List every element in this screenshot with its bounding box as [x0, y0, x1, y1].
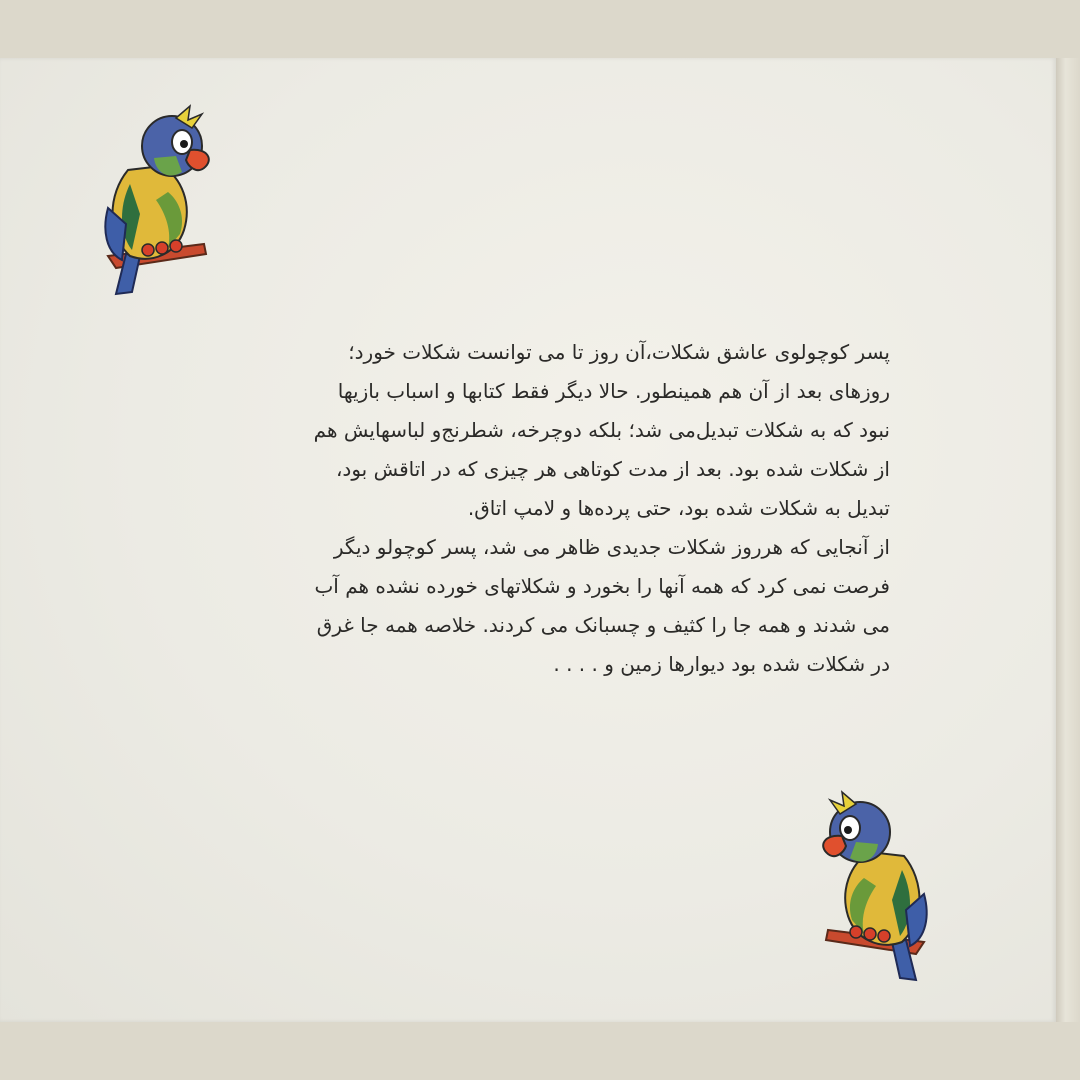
story-line: پسر کوچولوی عاشق شکلات،آن روز تا می توانست شکلات خورد؛ [348, 340, 890, 364]
story-line: تبدیل به شکلات شده بود، حتی پرده‌ها و لامپ اتاق. [467, 496, 890, 520]
story-line: از شکلات شده بود. بعد از مدت کوتاهی هر چیزی که در اتاقش بود، [335, 457, 890, 481]
story-line: فرصت نمی کرد که همه آنها را بخورد و شکلاتهای خورده نشده هم آب [314, 574, 890, 598]
story-line: نبود که به شکلات تبدیل‌می شد؛ بلکه دوچرخه، شطرنج‌و لباسهایش هم [313, 418, 890, 442]
story-line: در شکلات شده بود دیوارها زمین و . . . . [553, 652, 890, 676]
story-line: روزهای بعد از آن هم همینطور. حالا دیگر فقط کتابها و اسباب بازیها [337, 379, 890, 403]
parrot-illustration-top [96, 104, 220, 300]
page-edge [1056, 58, 1080, 1022]
story-text [140, 333, 890, 684]
parrot-illustration-bottom [812, 790, 936, 986]
story-line: می شدند و همه جا را کثیف و چسبانک می کردند. خلاصه همه جا غرق [316, 613, 890, 637]
story-line: از آنجایی که هرروز شکلات جدیدی ظاهر می شد، پسر کوچولو دیگر [333, 535, 890, 559]
